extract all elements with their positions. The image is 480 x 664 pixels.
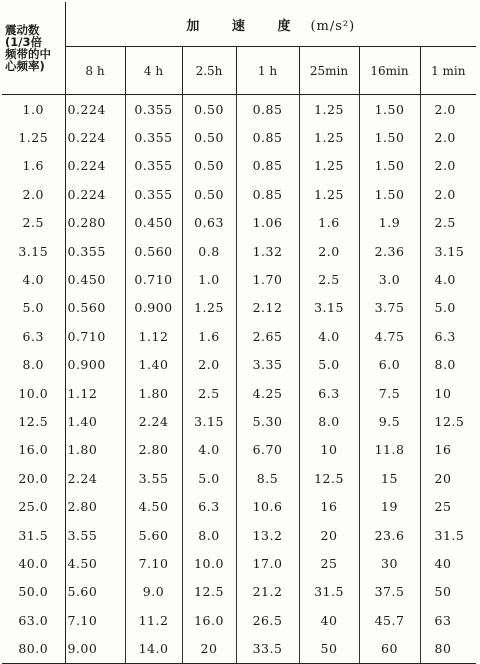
value-cell: 31.5: [420, 521, 476, 549]
value-cell: 21.2: [236, 578, 299, 606]
value-cell: 0.355: [125, 152, 182, 180]
value-cell: 0.560: [125, 237, 182, 265]
value-cell: 4.25: [236, 379, 299, 407]
value-cell: 23.6: [359, 521, 420, 549]
value-cell: 1.25: [299, 180, 359, 208]
duration-header-row: [2, 47, 476, 95]
value-cell: 30: [359, 549, 420, 577]
table-row: [2, 123, 476, 151]
frequency-cell: 63.0: [2, 606, 65, 634]
group-header-title: 加 速 度: [186, 18, 305, 34]
value-cell: 10.6: [236, 492, 299, 520]
value-cell: 0.355: [125, 123, 182, 151]
column-header: 8 h: [65, 47, 125, 95]
table-row: [2, 578, 476, 606]
frequency-cell: 1.6: [2, 152, 65, 180]
value-cell: 31.5: [299, 578, 359, 606]
value-cell: 0.224: [67, 130, 106, 146]
table-row: [2, 180, 476, 208]
value-cell: 3.15: [182, 407, 236, 435]
value-cell: 0.50: [182, 95, 236, 124]
value-cell: 2.0: [420, 123, 476, 151]
value-cell: 9.00: [65, 634, 125, 663]
value-cell: 11.2: [125, 606, 182, 634]
value-cell: 0.560: [67, 300, 106, 316]
column-header: 1 h: [236, 47, 299, 95]
table-row: [2, 265, 476, 293]
value-cell: 0.50: [182, 123, 236, 151]
value-cell: 0.85: [236, 123, 299, 151]
table-row: [2, 237, 476, 265]
value-cell: 3.75: [359, 294, 420, 322]
value-cell: 45.7: [359, 606, 420, 634]
value-cell: 7.10: [67, 612, 98, 628]
value-cell: 1.25: [182, 294, 236, 322]
value-cell: 5.60: [67, 584, 98, 600]
acceleration-table: [2, 2, 476, 664]
value-cell: 1.32: [236, 237, 299, 265]
value-cell: 25: [299, 549, 359, 577]
value-cell: 3.15: [299, 294, 359, 322]
value-cell: 37.5: [359, 578, 420, 606]
table-row: [2, 634, 476, 663]
value-cell: 2.12: [236, 294, 299, 322]
frequency-cell: 4.0: [2, 265, 65, 293]
value-cell: 1.12: [67, 385, 98, 401]
value-cell: 1.6: [299, 209, 359, 237]
value-cell: 3.15: [420, 237, 476, 265]
value-cell: 3.0: [359, 265, 420, 293]
value-cell: 1.25: [299, 95, 359, 124]
value-cell: 2.24: [67, 470, 98, 486]
value-cell: 16: [420, 436, 476, 464]
value-cell: 1.80: [125, 379, 182, 407]
value-cell: 10.0: [182, 549, 236, 577]
value-cell: 4.0: [299, 322, 359, 350]
value-cell: 63: [420, 606, 476, 634]
column-header: 25min: [299, 47, 359, 95]
value-cell: 2.0: [420, 180, 476, 208]
frequency-cell: 2.0: [2, 180, 65, 208]
frequency-cell: 6.3: [2, 322, 65, 350]
value-cell: 8.0: [182, 521, 236, 549]
value-cell: 10: [420, 379, 476, 407]
row-header-line: (1/3倍: [5, 35, 42, 49]
row-header-line: 震动数: [5, 23, 40, 37]
value-cell: 16.0: [182, 606, 236, 634]
column-header: 1 min: [420, 47, 476, 95]
frequency-cell: 25.0: [2, 492, 65, 520]
value-cell: 14.0: [125, 634, 182, 663]
frequency-cell: 2.5: [2, 209, 65, 237]
value-cell: 12.5: [420, 407, 476, 435]
value-cell: 12.5: [182, 578, 236, 606]
frequency-cell: 20.0: [2, 464, 65, 492]
value-cell: 2.5: [420, 209, 476, 237]
value-cell: 0.710: [125, 265, 182, 293]
value-cell: 5.60: [125, 521, 182, 549]
table-row: [2, 492, 476, 520]
frequency-cell: 5.0: [2, 294, 65, 322]
table-row: [2, 606, 476, 634]
value-cell: 16: [299, 492, 359, 520]
value-cell: 4.75: [359, 322, 420, 350]
value-cell: 20: [299, 521, 359, 549]
value-cell: 0.8: [182, 237, 236, 265]
value-cell: 1.06: [236, 209, 299, 237]
column-header: 16min: [359, 47, 420, 95]
value-cell: 8.5: [236, 464, 299, 492]
value-cell: 1.12: [125, 322, 182, 350]
value-cell: 1.50: [359, 152, 420, 180]
value-cell: 20: [182, 634, 236, 663]
value-cell: 50: [299, 634, 359, 663]
value-cell: 1.80: [67, 442, 98, 458]
table-row: [2, 436, 476, 464]
table-row: [2, 464, 476, 492]
frequency-cell: 50.0: [2, 578, 65, 606]
value-cell: 0.85: [236, 180, 299, 208]
frequency-cell: 3.15: [2, 237, 65, 265]
frequency-cell: 1.25: [2, 123, 65, 151]
value-cell: 0.355: [125, 180, 182, 208]
value-cell: 5.0: [420, 294, 476, 322]
value-cell: 1.70: [236, 265, 299, 293]
value-cell: 9.5: [359, 407, 420, 435]
group-header-unit: (m/s²): [310, 18, 356, 34]
value-cell: 2.80: [67, 499, 98, 515]
value-cell: 0.355: [67, 243, 106, 259]
value-cell: 4.0: [420, 265, 476, 293]
value-cell: 3.55: [67, 527, 98, 543]
frequency-cell: 40.0: [2, 549, 65, 577]
value-cell: 40: [299, 606, 359, 634]
value-cell: 7.10: [125, 549, 182, 577]
column-header: 2.5h: [182, 47, 236, 95]
value-cell: 4.50: [67, 555, 98, 571]
value-cell: 2.0: [182, 351, 236, 379]
value-cell: 2.65: [236, 322, 299, 350]
value-cell: 1.40: [67, 413, 98, 429]
acceleration-group-header: [65, 2, 476, 47]
table-row: [2, 521, 476, 549]
value-cell: 13.2: [236, 521, 299, 549]
row-header-line: 心频率): [5, 59, 45, 73]
frequency-cell: 10.0: [2, 379, 65, 407]
value-cell: 6.3: [299, 379, 359, 407]
table-row: [2, 407, 476, 435]
value-cell: 33.5: [236, 634, 299, 663]
value-cell: 1.25: [299, 152, 359, 180]
value-cell: 0.224: [67, 158, 106, 174]
value-cell: 1.0: [182, 265, 236, 293]
value-cell: 60: [359, 634, 420, 663]
value-cell: 6.70: [236, 436, 299, 464]
value-cell: 6.3: [182, 492, 236, 520]
value-cell: 0.280: [67, 215, 106, 231]
table-row: [2, 379, 476, 407]
value-cell: 40: [420, 549, 476, 577]
value-cell: 5.0: [299, 351, 359, 379]
value-cell: 0.63: [182, 209, 236, 237]
value-cell: 0.50: [182, 152, 236, 180]
frequency-cell: 16.0: [2, 436, 65, 464]
value-cell: 0.900: [125, 294, 182, 322]
value-cell: 1.6: [182, 322, 236, 350]
value-cell: 2.5: [182, 379, 236, 407]
value-cell: 2.0: [420, 152, 476, 180]
value-cell: 0.50: [182, 180, 236, 208]
frequency-cell: 1.0: [2, 95, 65, 124]
table-row: [2, 152, 476, 180]
value-cell: 9.0: [125, 578, 182, 606]
value-cell: 2.5: [299, 265, 359, 293]
row-header-line: 频带的中: [5, 47, 51, 61]
value-cell: 0.85: [236, 95, 299, 124]
value-cell: 0.224: [67, 186, 106, 202]
value-cell: 3.55: [125, 464, 182, 492]
value-cell: 5.30: [236, 407, 299, 435]
value-cell: 0.85: [236, 152, 299, 180]
value-cell: 26.5: [236, 606, 299, 634]
value-cell: 0.450: [67, 272, 106, 288]
value-cell: 1.50: [359, 123, 420, 151]
value-cell: 19: [359, 492, 420, 520]
value-cell: 6.0: [359, 351, 420, 379]
value-cell: 1.50: [359, 180, 420, 208]
value-cell: 0.224: [67, 101, 106, 117]
value-cell: 17.0: [236, 549, 299, 577]
value-cell: 2.80: [125, 436, 182, 464]
value-cell: 15: [359, 464, 420, 492]
value-cell: 6.3: [420, 322, 476, 350]
column-header: 4 h: [125, 47, 182, 95]
value-cell: 7.5: [359, 379, 420, 407]
table-body: [2, 95, 476, 664]
frequency-cell: 8.0: [2, 351, 65, 379]
value-cell: 4.50: [125, 492, 182, 520]
value-cell: 0.450: [125, 209, 182, 237]
value-cell: 1.50: [359, 95, 420, 124]
value-cell: 12.5: [299, 464, 359, 492]
frequency-cell: 31.5: [2, 521, 65, 549]
value-cell: 11.8: [359, 436, 420, 464]
value-cell: 4.0: [182, 436, 236, 464]
table-row: [2, 95, 476, 124]
value-cell: 3.35: [236, 351, 299, 379]
value-cell: 2.36: [359, 237, 420, 265]
table-row: [2, 322, 476, 350]
value-cell: 2.0: [299, 237, 359, 265]
value-cell: 20: [420, 464, 476, 492]
table-row: [2, 549, 476, 577]
table-row: [2, 351, 476, 379]
value-cell: 2.0: [420, 95, 476, 124]
value-cell: 0.355: [125, 95, 182, 124]
value-cell: 5.0: [182, 464, 236, 492]
value-cell: 8.0: [420, 351, 476, 379]
value-cell: 10: [299, 436, 359, 464]
value-cell: 0.710: [67, 328, 106, 344]
frequency-cell: 80.0: [2, 634, 65, 663]
table-row: [2, 294, 476, 322]
frequency-cell: 12.5: [2, 407, 65, 435]
value-cell: 1.40: [125, 351, 182, 379]
value-cell: 0.900: [67, 357, 106, 373]
value-cell: 50: [420, 578, 476, 606]
frequency-row-header: [2, 2, 65, 95]
value-cell: 25: [420, 492, 476, 520]
value-cell: 1.9: [359, 209, 420, 237]
value-cell: 2.24: [125, 407, 182, 435]
value-cell: 8.0: [299, 407, 359, 435]
value-cell: 1.25: [299, 123, 359, 151]
table-row: [2, 209, 476, 237]
value-cell: 80: [420, 634, 476, 663]
